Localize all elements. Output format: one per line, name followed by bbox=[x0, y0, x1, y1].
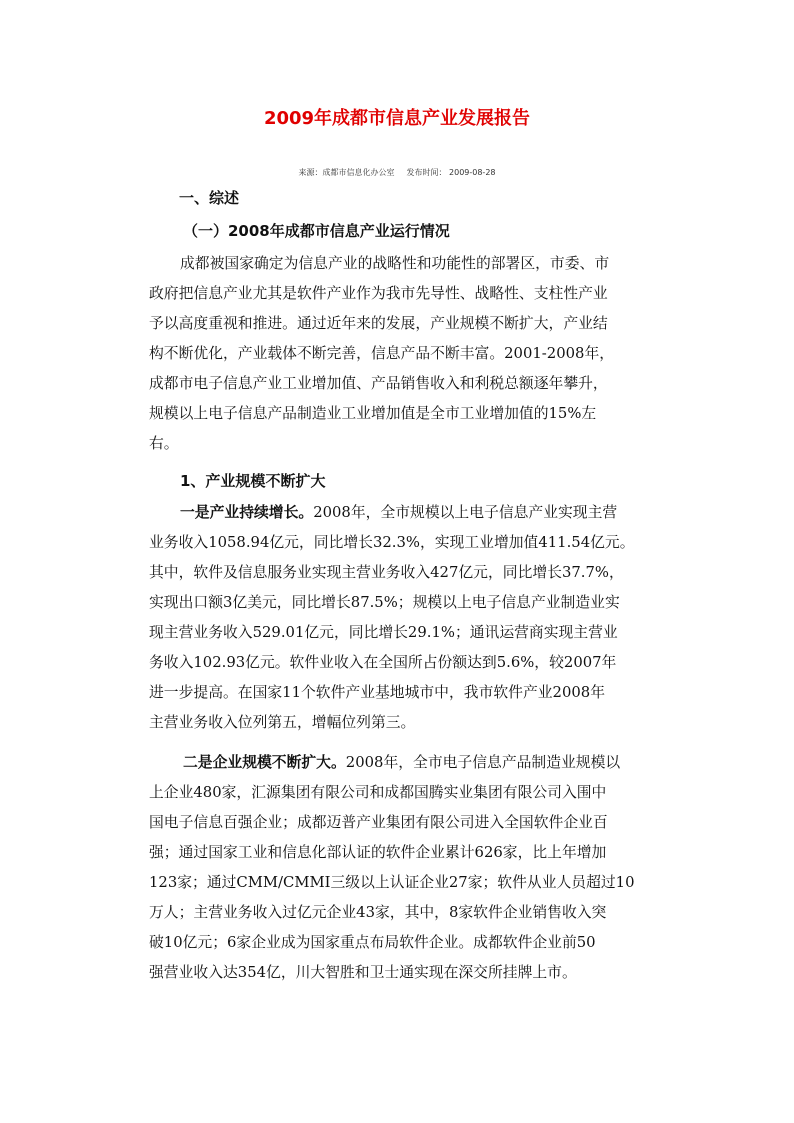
paragraph-line: 强营业收入达354亿，川大智胜和卫士通实现在深交所挂牌上市。 bbox=[149, 964, 577, 981]
paragraph-line: 政府把信息产业尤其是软件产业作为我市先导性、战略性、支柱性产业 bbox=[149, 285, 608, 302]
paragraph-line bbox=[149, 498, 649, 528]
paragraph-line: 实现出口额3亿美元，同比增长87.5%；规模以上电子信息产业制造业实 bbox=[149, 594, 620, 611]
source-line bbox=[0, 167, 794, 178]
paragraph-line: 右。 bbox=[149, 435, 179, 452]
paragraph-line: 现主营业务收入529.01亿元，同比增长29.1%；通讯运营商实现主营业 bbox=[149, 624, 618, 641]
paragraph-line: 予以高度重视和推进。通过近年来的发展，产业规模不断扩大，产业结 bbox=[149, 315, 608, 332]
paragraph-line: 强；通过国家工业和信息化部认证的软件企业累计626家，比上年增加 bbox=[149, 844, 607, 861]
paragraph-line: 进一步提高。在国家11个软件产业基地城市中，我市软件产业2008年 bbox=[149, 684, 606, 701]
paragraph-line: 规模以上电子信息产品制造业工业增加值是全市工业增加值的15%左 bbox=[149, 405, 597, 422]
document-title: 2009年成都市信息产业发展报告 bbox=[263, 108, 531, 129]
paragraph-line: 成都被国家确定为信息产业的战略性和功能性的部署区，市委、市 bbox=[180, 255, 610, 272]
paragraph-industry-growth bbox=[149, 498, 649, 738]
paragraph-line-text: 2008年，全市电子信息产品制造业规模以 bbox=[345, 754, 621, 771]
paragraph-line bbox=[149, 748, 649, 778]
paragraph-line: 其中，软件及信息服务业实现主营业务收入427亿元，同比增长37.7%， bbox=[149, 564, 624, 581]
publish-date-label: 发布时间： 2009-08-28 bbox=[406, 168, 496, 177]
paragraph-line-text: 2008年，全市规模以上电子信息产业实现主营 bbox=[313, 504, 618, 521]
paragraph-line: 上企业480家，汇源集团有限公司和成都国腾实业集团有限公司入围中 bbox=[149, 784, 607, 801]
paragraph-lead: 一是产业持续增长。 bbox=[180, 504, 314, 521]
source-label: 来源：成都市信息化办公室 bbox=[298, 168, 395, 177]
paragraph-lead: 二是企业规模不断扩大。 bbox=[183, 754, 346, 771]
paragraph-intro bbox=[149, 249, 649, 459]
paragraph-line: 破10亿元；6家企业成为国家重点布局软件企业。成都软件企业前50 bbox=[149, 934, 596, 951]
paragraph-enterprise-scale bbox=[149, 748, 649, 988]
paragraph-line: 国电子信息百强企业；成都迈普产业集团有限公司进入全国软件企业百 bbox=[149, 814, 608, 831]
paragraph-line: 务收入102.93亿元。软件业收入在全国所占份额达到5.6%，较2007年 bbox=[149, 654, 617, 671]
paragraph-line: 业务收入1058.94亿元，同比增长32.3%，实现工业增加值411.54亿元。 bbox=[149, 534, 635, 551]
paragraph-line: 123家；通过CMM/CMMI三级以上认证企业27家；软件从业人员超过10 bbox=[149, 874, 635, 891]
paragraph-line: 主营业务收入位列第五，增幅位列第三。 bbox=[149, 714, 416, 731]
paragraph-line: 成都市电子信息产业工业增加值、产品销售收入和利税总额逐年攀升， bbox=[149, 375, 608, 392]
point-heading-scale-expansion: 1、产业规模不断扩大 bbox=[180, 472, 326, 490]
subsection-heading-2008-status: （一）2008年成都市信息产业运行情况 bbox=[183, 222, 450, 240]
paragraph-line: 万人；主营业务收入过亿元企业43家，其中，8家软件企业销售收入突 bbox=[149, 904, 607, 921]
paragraph-line: 构不断优化，产业载体不断完善，信息产品不断丰富。2001-2008年， bbox=[149, 345, 615, 362]
section-heading-overview: 一、综述 bbox=[179, 189, 240, 207]
